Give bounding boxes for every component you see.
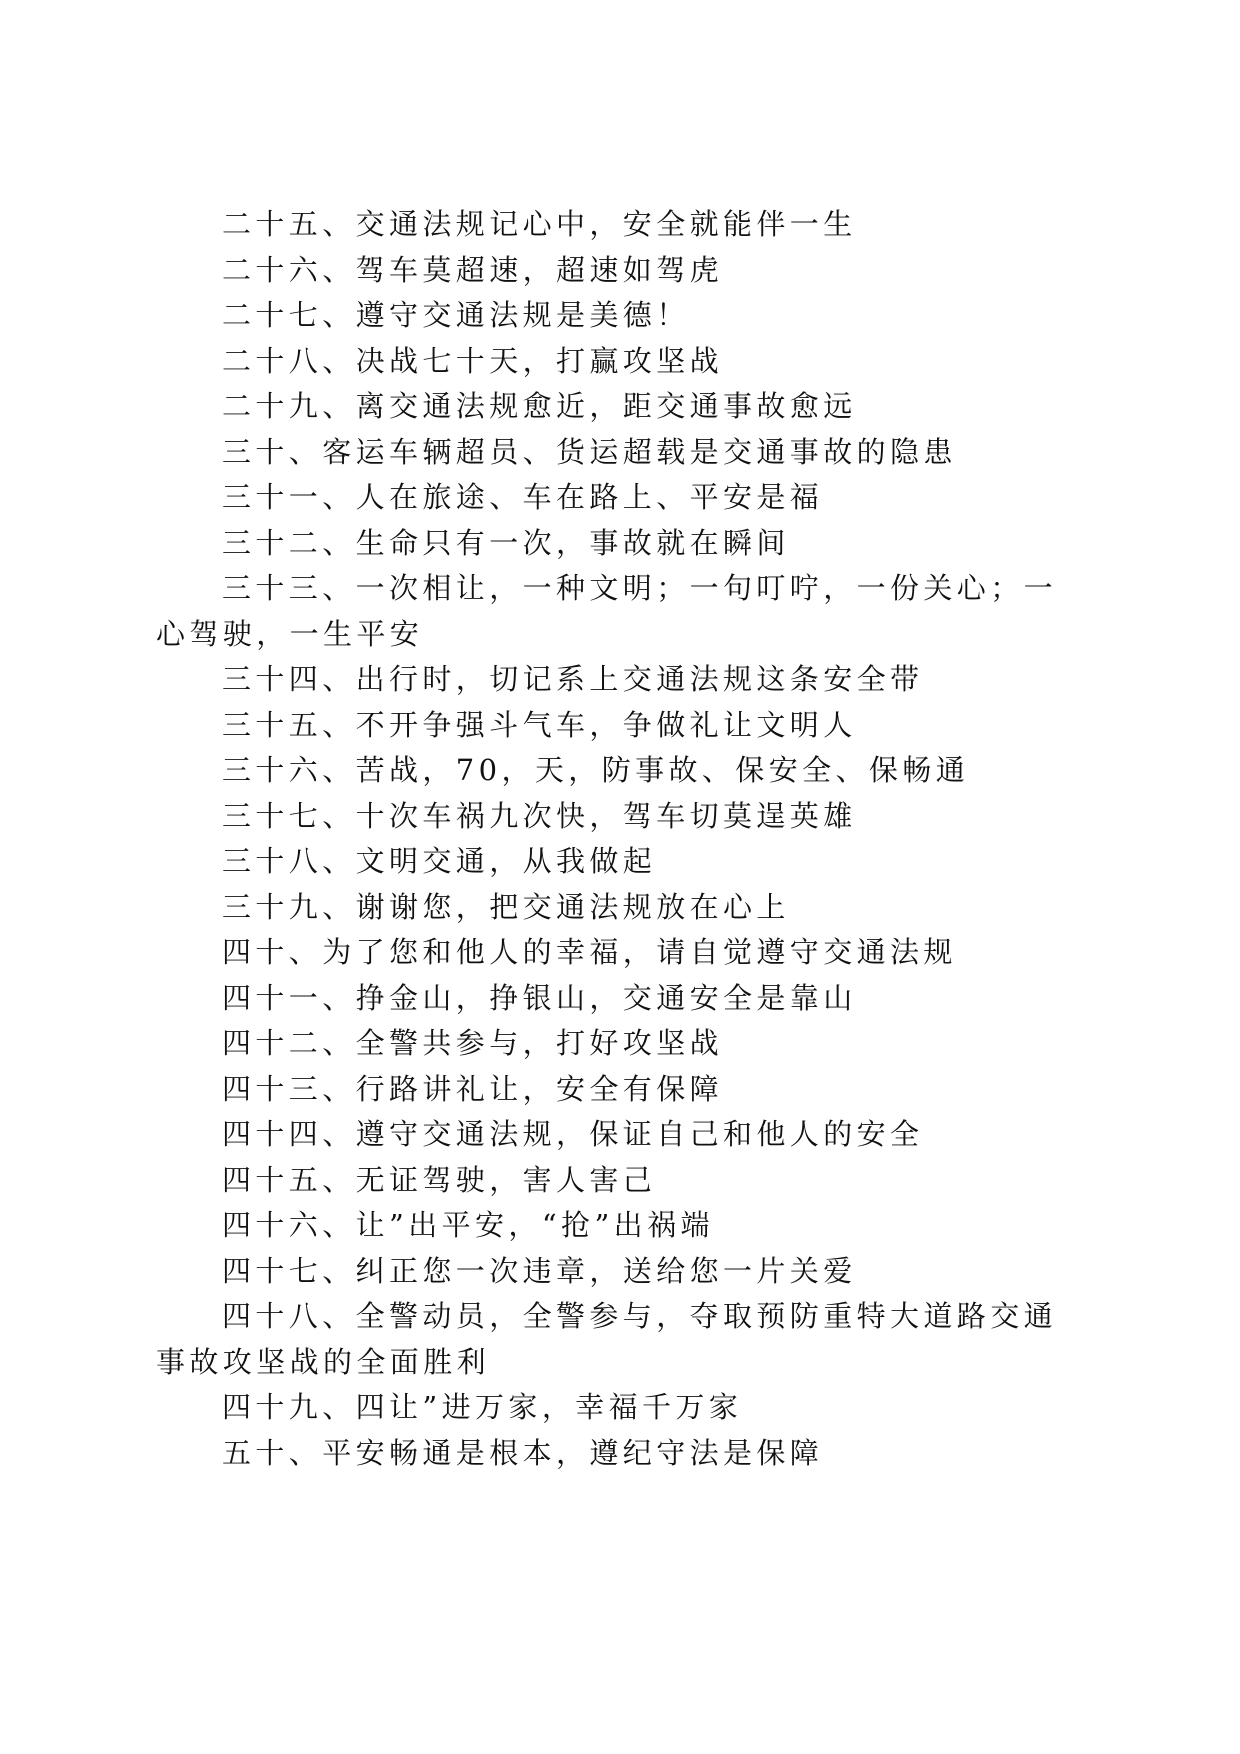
list-item: 二十五、交通法规记心中，安全就能伴一生 (222, 207, 857, 241)
list-item: 三十八、文明交通，从我做起 (222, 844, 657, 878)
list-item: 四十四、遵守交通法规，保证自己和他人的安全 (222, 1117, 924, 1151)
slogan-list (156, 202, 1086, 1476)
list-item: 四十三、行路讲礼让，安全有保障 (222, 1071, 724, 1106)
list-item: 五十、平安畅通是根本，遵纪守法是保障 (222, 1435, 824, 1470)
list-item: 三十六、苦战，70，天，防事故、保安全、保畅通 (222, 753, 970, 787)
list-item: 四十九、四让”进万家，幸福千万家 (222, 1390, 743, 1424)
list-item: 三十九、谢谢您，把交通法规放在心上 (222, 889, 790, 924)
list-item: 四十六、让”出平安，“抢”出祸端 (222, 1208, 714, 1242)
list-item: 三十三、一次相让，一种文明；一句叮咛，一份关心；一心驾驶，一生平安 (156, 571, 1058, 651)
list-item: 三十四、出行时，切记系上交通法规这条安全带 (222, 662, 924, 696)
list-item: 二十九、离交通法规愈近，距交通事故愈远 (222, 389, 857, 423)
list-item: 二十六、驾车莫超速，超速如驾虎 (222, 252, 724, 287)
list-item: 四十一、挣金山，挣银山，交通安全是靠山 (222, 980, 857, 1015)
list-item: 二十七、遵守交通法规是美德！ (222, 298, 690, 332)
list-item: 四十五、无证驾驶，害人害己 (222, 1162, 657, 1197)
list-item: 四十二、全警共参与，打好攻坚战 (222, 1026, 724, 1060)
list-item: 四十七、纠正您一次违章，送给您一片关爱 (222, 1253, 857, 1288)
list-item: 三十一、人在旅途、车在路上、平安是福 (222, 480, 824, 514)
list-item: 四十八、全警动员，全警参与，夺取预防重特大道路交通事故攻坚战的全面胜利 (156, 1299, 1058, 1379)
list-item: 三十二、生命只有一次，事故就在瞬间 (222, 525, 790, 560)
list-item: 三十、客运车辆超员、货运超载是交通事故的隐患 (222, 434, 957, 469)
list-item: 四十、为了您和他人的幸福，请自觉遵守交通法规 (222, 935, 957, 969)
list-item: 三十五、不开争强斗气车，争做礼让文明人 (222, 707, 857, 742)
list-item: 三十七、十次车祸九次快，驾车切莫逞英雄 (222, 798, 857, 833)
list-item: 二十八、决战七十天，打赢攻坚战 (222, 343, 724, 378)
